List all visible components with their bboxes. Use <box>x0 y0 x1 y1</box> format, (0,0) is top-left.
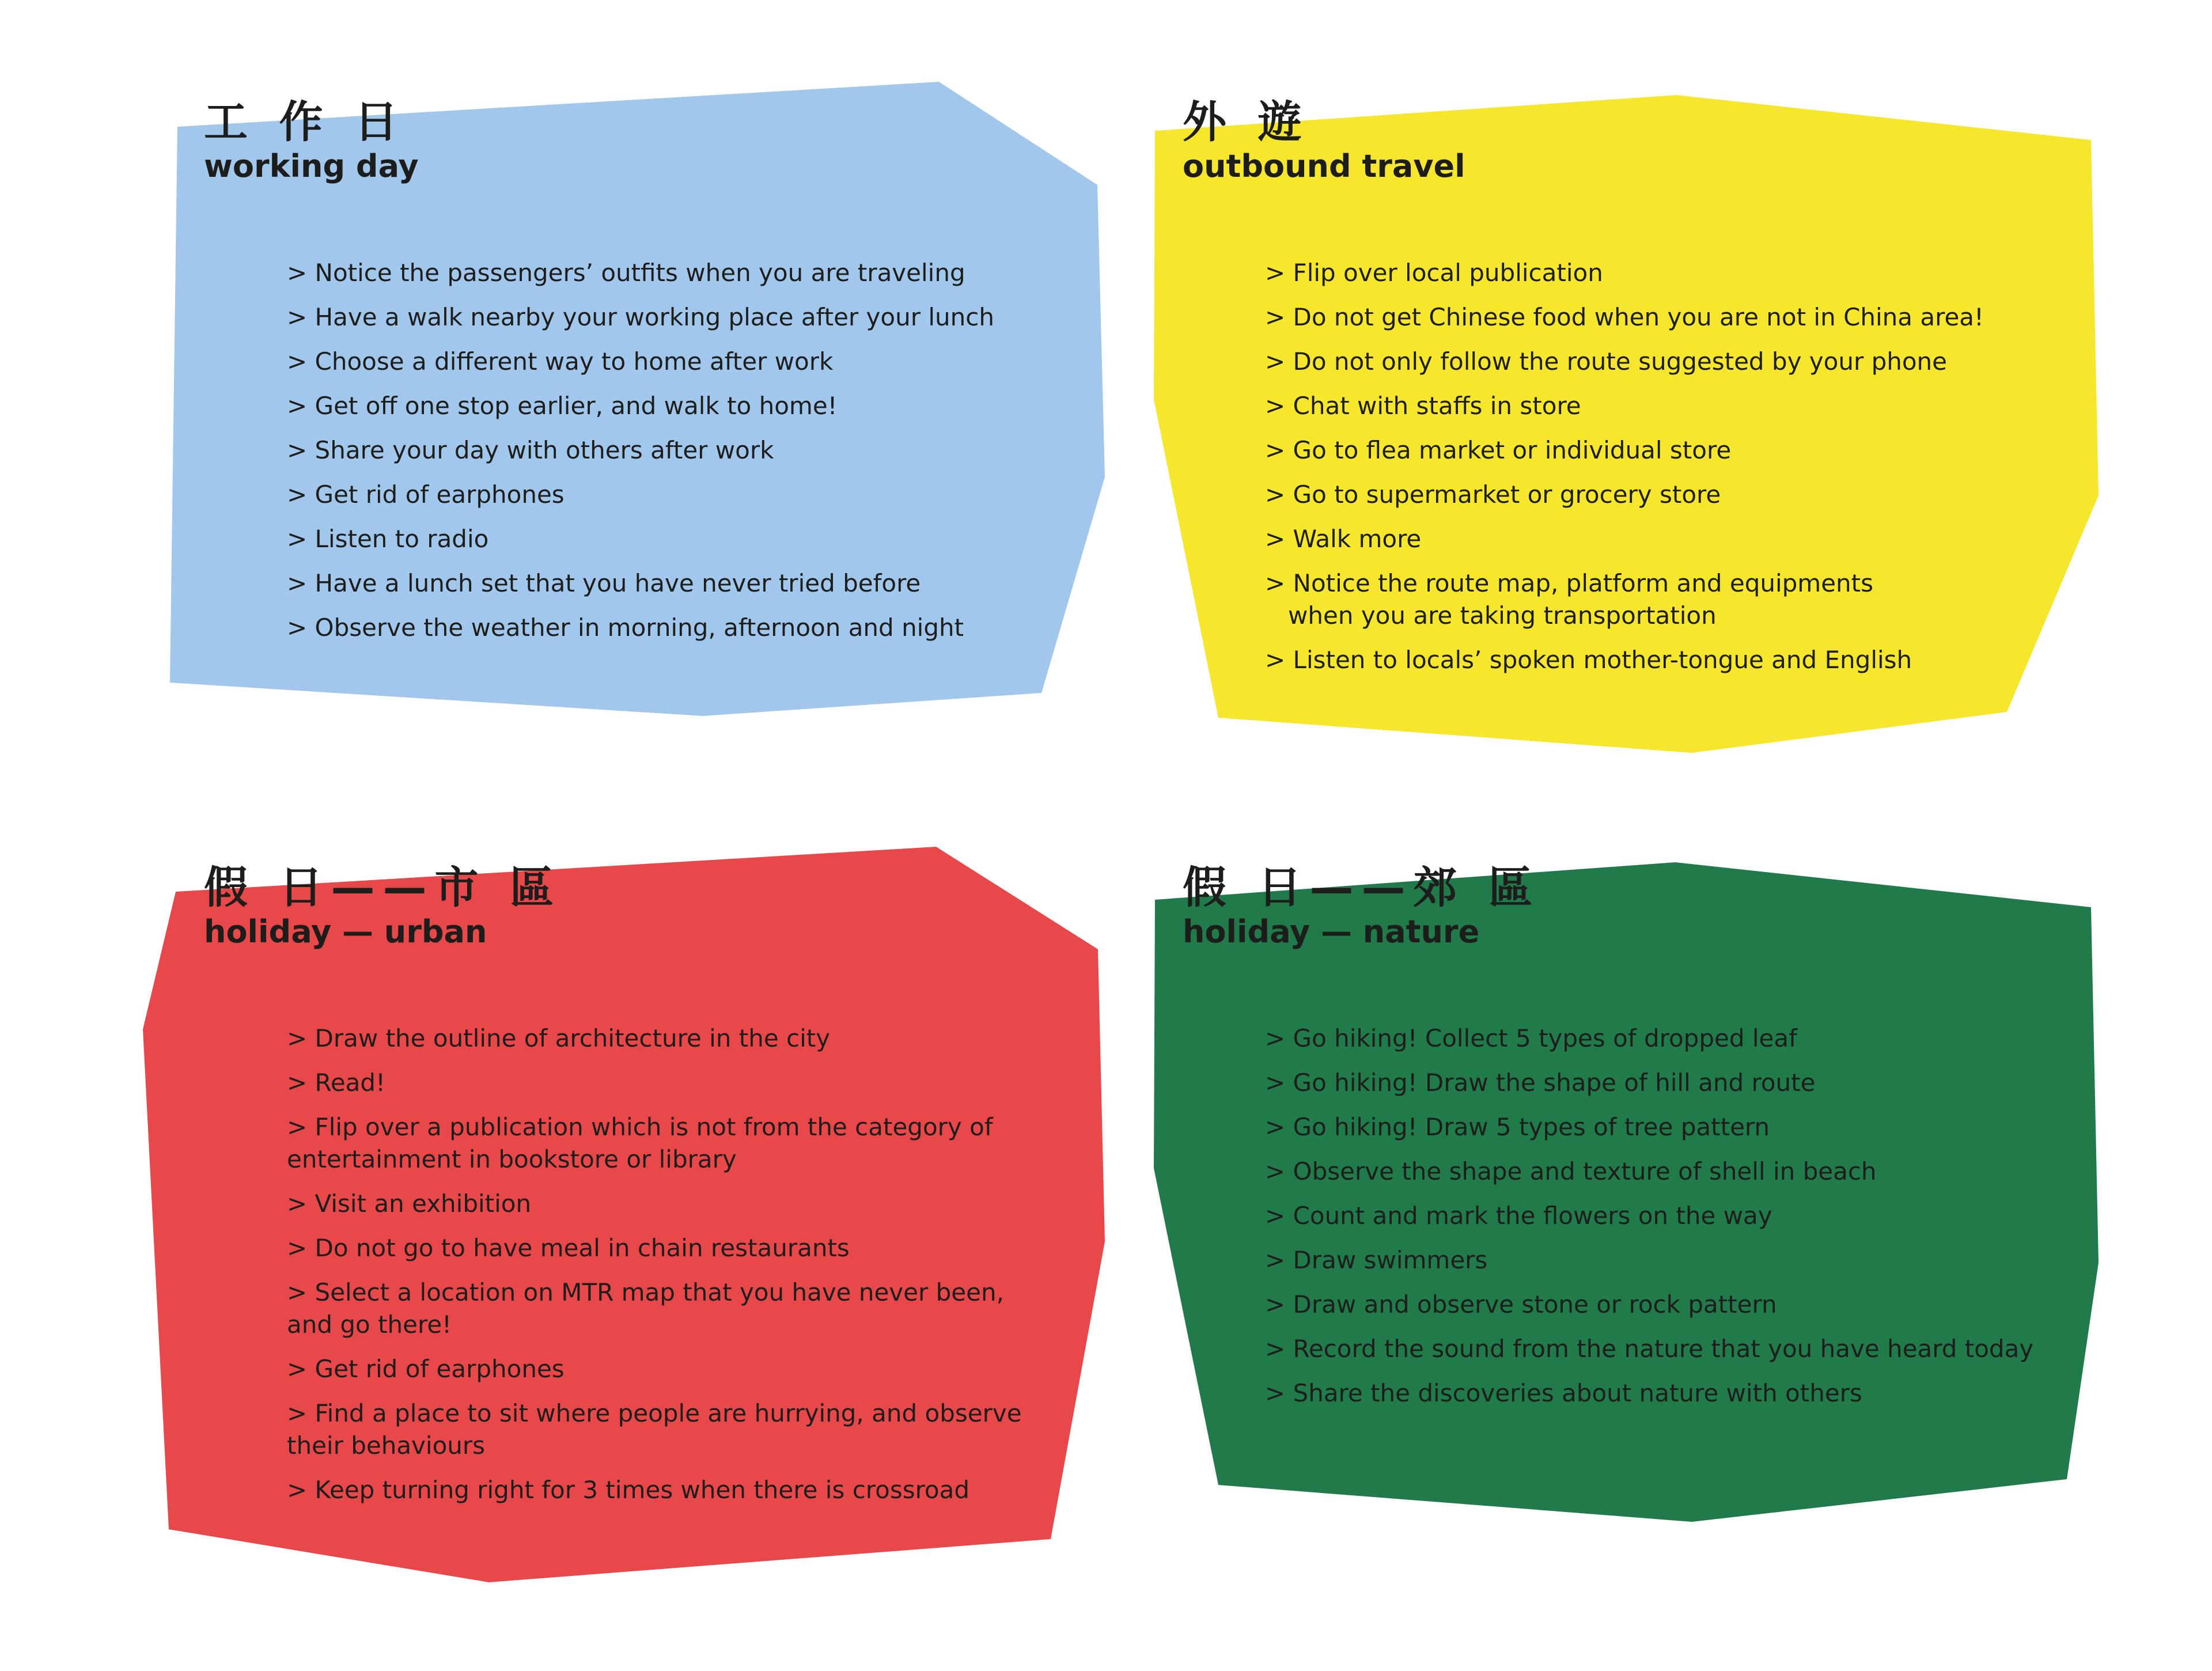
working-day-list <box>287 257 994 656</box>
list-item: > Go hiking! Draw 5 types of tree pattern <box>1265 1113 1770 1141</box>
working-day-title-en: working day <box>204 148 419 184</box>
list-item: > Go to flea market or individual store <box>1265 436 1732 464</box>
list-item: > Notice the passengers’ outfits when you are traveling <box>287 259 965 287</box>
list-item: > Observe the shape and texture of shell in beach <box>1265 1157 1877 1185</box>
holiday-nature-title-zh: 假 日——郊 區 <box>1183 862 1540 913</box>
working-day-panel <box>204 97 419 185</box>
list-item: > Have a lunch set that you have never tried before <box>287 569 921 597</box>
list-item: > Count and mark the flowers on the way <box>1265 1202 1772 1230</box>
outbound-travel-list <box>1265 257 1984 688</box>
list-item: > Draw swimmers <box>1265 1246 1488 1274</box>
list-item: > Get off one stop earlier, and walk to home! <box>287 392 838 420</box>
list-item: > Read! <box>287 1068 385 1097</box>
holiday-urban-title-zh: 假 日——市 區 <box>204 862 562 913</box>
list-item: > Listen to locals’ spoken mother-tongue and English <box>1265 646 1912 674</box>
list-item: > Go hiking! Draw the shape of hill and route <box>1265 1068 1816 1097</box>
list-item: > Record the sound from the nature that you have heard today <box>1265 1335 2034 1363</box>
list-item: > Draw the outline of architecture in the city <box>287 1024 831 1052</box>
list-item: > Get rid of earphones <box>287 480 565 509</box>
list-item: > Get rid of earphones <box>287 1355 565 1383</box>
holiday-nature-panel <box>1183 862 1540 951</box>
list-item: > Observe the weather in morning, afternoon and night <box>287 613 964 642</box>
list-item: > Walk more <box>1265 525 1422 553</box>
working-day-title-zh: 工 作 日 <box>204 96 406 147</box>
list-item: > Share the discoveries about nature with others <box>1265 1379 1862 1407</box>
list-item: > Do not go to have meal in chain restaurants <box>287 1234 850 1262</box>
holiday-nature-list <box>1265 1022 2033 1422</box>
holiday-urban-panel <box>204 862 562 951</box>
list-item: > Choose a different way to home after work <box>287 347 834 376</box>
holiday-urban-title-en: holiday — urban <box>204 914 487 950</box>
list-item: > Go hiking! Collect 5 types of dropped leaf <box>1265 1024 1797 1052</box>
list-item: > Flip over local publication <box>1265 259 1603 287</box>
list-item: > Have a walk nearby your working place after your lunch <box>287 303 994 331</box>
list-item: > Share your day with others after work <box>287 436 774 464</box>
list-item: > Select a location on MTR map that you have never been, and go there! <box>287 1278 1004 1339</box>
holiday-nature-title-en: holiday — nature <box>1183 914 1480 950</box>
outbound-travel-title-en: outbound travel <box>1183 148 1465 184</box>
list-item: > Flip over a publication which is not from the category of entertainment in bookstore or library <box>287 1113 993 1173</box>
holiday-urban-list <box>287 1022 1022 1518</box>
list-item: > Notice the route map, platform and equipments when you are taking transportation <box>1265 569 1874 630</box>
list-item: > Keep turning right for 3 times when there is crossroad <box>287 1476 970 1504</box>
list-item: > Find a place to sit where people are hurrying, and observe their behaviours <box>287 1399 1022 1460</box>
outbound-travel-panel <box>1183 97 1465 185</box>
list-item: > Draw and observe stone or rock pattern <box>1265 1290 1777 1318</box>
list-item: > Visit an exhibition <box>287 1189 532 1218</box>
list-item: > Do not only follow the route suggested by your phone <box>1265 347 1948 376</box>
list-item: > Go to supermarket or grocery store <box>1265 480 1721 509</box>
list-item: > Listen to radio <box>287 525 489 553</box>
outbound-travel-title-zh: 外 遊 <box>1183 96 1310 147</box>
list-item: > Do not get Chinese food when you are not in China area! <box>1265 303 1984 331</box>
list-item: > Chat with staffs in store <box>1265 392 1581 420</box>
